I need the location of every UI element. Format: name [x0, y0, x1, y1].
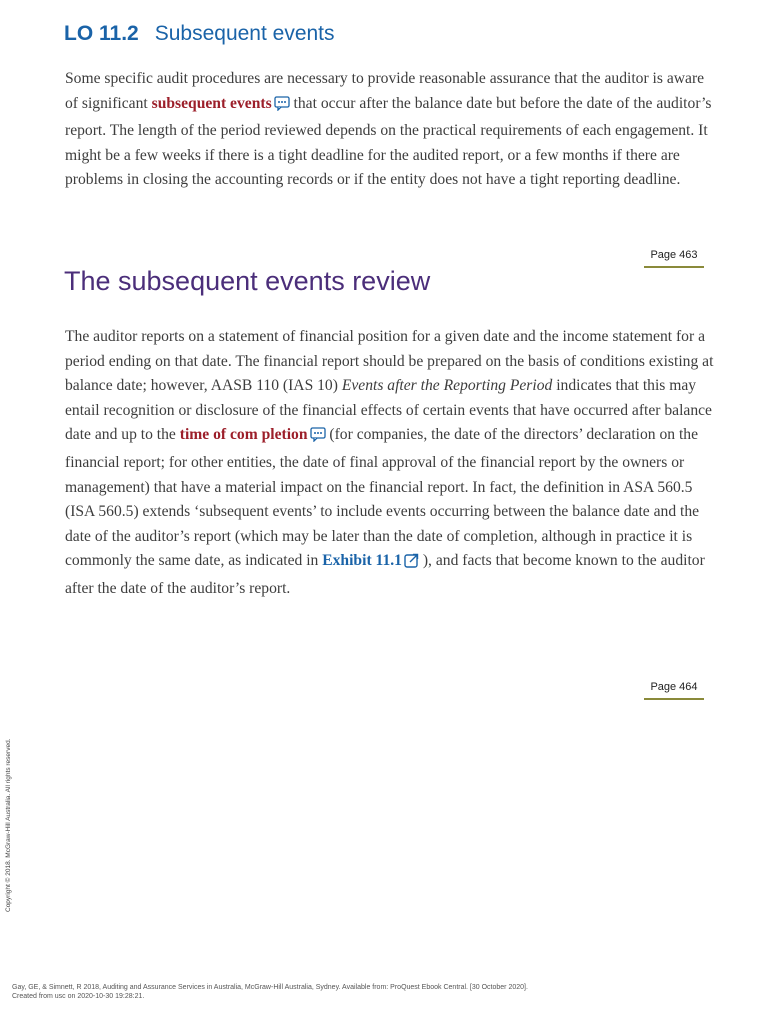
paragraph-text: (for companies, the date of the directors’ declaration on the financial report; for other entities, the date of final approval of the financial report by the owners or management) that have a material impact on the financial report. In fact, the definition in ASA 560.5 (ISA 560.5) extends ‘subsequent events’ to include events occurring between the balance date and the date of the auditor’s report (which may be later than the date of completion, although in practice it is commonly the same date, as indicated in — [65, 426, 700, 570]
citation-footer — [12, 983, 528, 1001]
paragraph-subsequent-events-intro — [65, 67, 715, 193]
created-line: Created from usc on 2020-10-30 19:28:21. — [12, 993, 145, 1000]
exhibit-link[interactable]: Exhibit 11.1 — [322, 552, 402, 570]
paragraph-text: indicates that this may entail recognition or disclosure of the financial effects of certain events that have occurred after balance date and up to the — [65, 377, 712, 444]
page-marker-463: Page 463 — [644, 244, 704, 268]
external-link-icon[interactable] — [404, 552, 419, 577]
glossary-icon[interactable] — [274, 95, 290, 120]
lo-heading — [64, 22, 335, 46]
paragraph-subsequent-events-review — [65, 325, 715, 602]
glossary-term-time-of-completion[interactable]: time of com pletion — [179, 426, 308, 444]
section-title: The subsequent events review — [64, 266, 431, 296]
glossary-term-subsequent-events[interactable]: subsequent events — [151, 94, 272, 112]
paragraph-text: The auditor reports on a statement of financial position for a given date and the income statement for a period ending on that date. The financial report should be prepared on the basis of conditions existing at balance date; however, AASB 110 (IAS 10) — [65, 328, 714, 395]
glossary-icon[interactable] — [310, 426, 326, 451]
citation-line: Gay, GE, & Simnett, R 2018, Auditing and Assurance Services in Australia, McGraw-Hill Australia, Sydney. Available from: ProQuest Ebook Central. [30 October 2020]. — [12, 984, 528, 991]
lo-title: Subsequent events — [154, 22, 335, 45]
copyright-notice: Copyright © 2018. McGraw-Hill Australia. All rights reserved. — [5, 738, 12, 912]
standard-title: Events after the Reporting Period — [341, 377, 553, 395]
page-marker-464: Page 464 — [644, 676, 704, 700]
lo-number: LO 11.2 — [64, 22, 139, 45]
paragraph-text: Some specific audit procedures are necessary to provide reasonable assurance that the auditor is aware of significant — [65, 70, 705, 112]
paragraph-text: ), and facts that become known to the auditor after the date of the auditor’s report. — [65, 552, 705, 597]
paragraph-text: that occur after the balance date but before the date of the auditor’s report. The length of the period reviewed depends on the practical requirements of each engagement. It might be a few weeks if there is a tight deadline for the audited report, or a few months if there are problems in closing the accounting records or if the entity does not have a tight reporting deadline. — [65, 94, 712, 189]
